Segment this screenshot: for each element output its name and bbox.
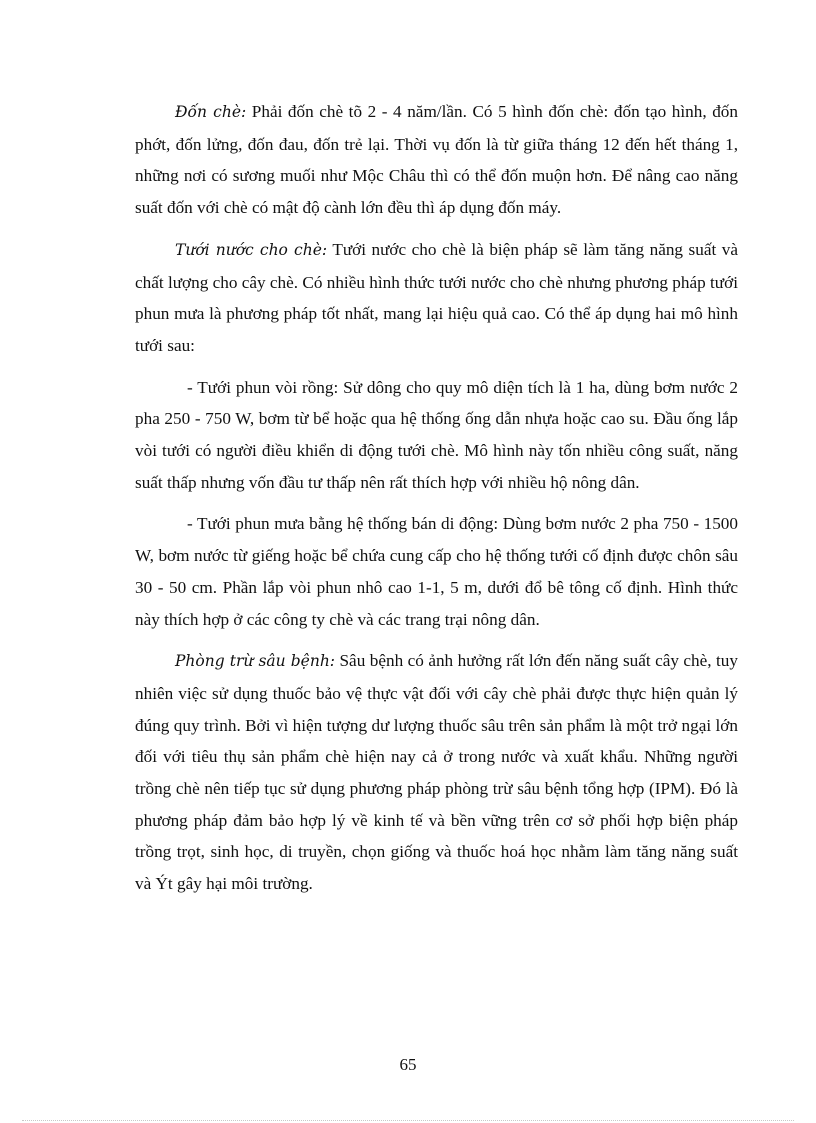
list-item-sprinkler-gun — [135, 372, 738, 499]
paragraph-pest-control — [135, 645, 738, 900]
list-item-semi-mobile-system — [135, 508, 738, 635]
list-item-text: - Tưới phun vòi rồng: Sử dông cho quy mô diện tích là 1 ha, dùng bơm nước 2 pha 250 - 750 W, bơm từ bể hoặc qua hệ thống ống dẫn nhựa hoặc cao su. Đầu ống lắp vòi tưới có người điều khiển di động tưới chè. Mô hình này tốn nhiều công suất, năng suất thấp nhưng vốn đầu tư thấp nên rất thích hợp với nhiều hộ nông dân. — [135, 377, 738, 492]
page-number: 65 — [399, 1055, 417, 1074]
paragraph-heading: Đốn chè: — [175, 103, 247, 121]
paragraph-pruning — [135, 96, 738, 224]
paragraph-heading: Phòng trừ sâu bệnh: — [175, 652, 336, 671]
paragraph-text: Sâu bệnh có ảnh hưởng rất lớn đến năng suất cây chè, tuy nhiên việc sử dụng thuốc bảo vệ thực vật đối với cây chè phải được thực hiện quản lý đúng quy trình. Bởi vì hiện tượng dư lượng thuốc sâu trên sản phẩm là một trở ngại lớn đối với tiêu thụ sản phẩm chè hiện nay cả ở trong nước và xuất khẩu. Những người trồng chè nên tiếp tục sử dụng phương pháp phòng trừ sâu bệnh tổng hợp (IPM). Đó là phương pháp đảm bảo hợp lý về kinh tế và bền vững trên cơ sở phối hợp biện pháp trồng trọt, sinh học, di truyền, chọn giống và thuốc hoá học nhằm làm tăng năng suất và Ýt gây hại môi trường. — [135, 651, 738, 894]
list-item-text: - Tưới phun mưa bằng hệ thống bán di động: Dùng bơm nước 2 pha 750 - 1500 W, bơm nước từ giếng hoặc bể chứa cung cấp cho hệ thống tưới cố định được chôn sâu 30 - 50 cm. Phần lắp vòi phun nhô cao 1-1, 5 m, dưới đổ bê tông cố định. Hình thức này thích hợp ở các công ty chè và các trang trại nông dân. — [135, 514, 738, 629]
paragraph-irrigation — [135, 234, 738, 362]
paragraph-text: Phải đốn chè tõ 2 - 4 năm/lần. Có 5 hình đốn chè: đốn tạo hình, đốn phớt, đốn lửng, đốn đau, đốn trẻ lại. Thời vụ đốn là từ giữa tháng 12 đến hết tháng 1, những nơi có sương muối như Mộc Châu thì có thể đốn muộn hơn. Để nâng cao năng suất đốn với chè có mật độ cành lớn đều thì áp dụng đốn máy. — [135, 102, 738, 218]
paragraph-text: Tưới nước cho chè là biện pháp sẽ làm tăng năng suất và chất lượng cho cây chè. Có nhiều hình thức tưới nước cho chè nhưng phương pháp tưới phun mưa là phương pháp tốt nhất, mang lại hiệu quả cao. Có thể áp dụng hai mô hình tưới sau: — [135, 239, 738, 355]
footer-divider — [22, 1120, 794, 1121]
body-text — [135, 96, 738, 910]
paragraph-heading: Tưới nước cho chè: — [175, 240, 328, 259]
